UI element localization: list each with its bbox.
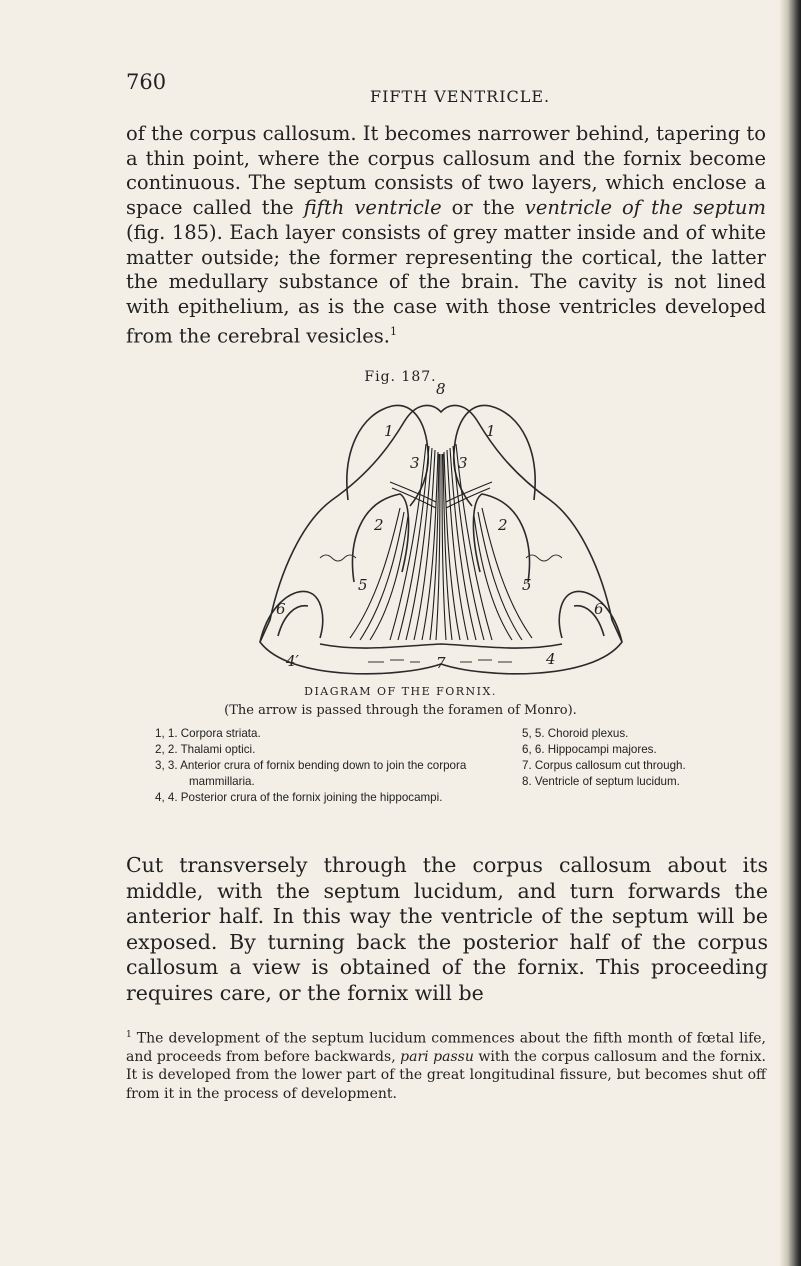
thalamus-right: [473, 494, 529, 582]
corpus-callosum-cut: [320, 644, 562, 648]
page-number: 760: [126, 70, 167, 94]
legend-right: [522, 726, 772, 790]
legend-left: [155, 726, 485, 806]
legend-item: 5, 5. Choroid plexus.: [522, 727, 629, 740]
footnote-text-2: with the corpus callosum and the fornix. It is developed from the lower part of the great longitudinal fissure, but becomes shut off from it in the process of development.: [126, 1049, 766, 1102]
legend-item: 1, 1. Corpora striata.: [155, 727, 261, 740]
choroid-plexus-right: [526, 555, 562, 561]
hippocampus-left: [260, 591, 323, 642]
legend-item: 3, 3. Anterior crura of fornix bending down to join the corpora mammillaria.: [155, 759, 467, 788]
figure-label: Fig. 187.: [364, 369, 437, 385]
hippocampus-right: [559, 591, 622, 642]
fornix-fibres: [350, 444, 532, 640]
label-5-left: 5: [358, 576, 368, 594]
footnote-text-1: The development of the septum lucidum commences about the fifth month of fœtal life, and proceeds from before backwards,: [126, 1030, 766, 1066]
footnote-reference: 1: [390, 324, 397, 338]
label-2-right: 2: [498, 516, 508, 534]
label-4-prime: 4′: [286, 652, 299, 670]
running-head: FIFTH VENTRICLE.: [370, 87, 551, 106]
para1-text-3: (fig. 185). Each layer consists of grey matter inside and of white matter outside; the former representing the cortical, the latter the medullary substance of the brain. The cavity is not lined with epithelium, as is the case with those ventricles developed from the cerebral vesicles.: [126, 220, 766, 348]
thalamus-left: [353, 494, 409, 582]
label-7: 7: [436, 654, 446, 672]
paragraph-2: Cut transversely through the corpus callosum about its middle, with the septum lucidum, and turn forwards the anterior half. In this way the ventricle of the septum will be exposed. By turning back the posterior half of the corpus callosum a view is obtained of the fornix. This proceeding requires care, or the fornix will be: [126, 853, 768, 1005]
figure-caption-title: DIAGRAM OF THE FORNIX.: [304, 685, 497, 698]
legend-item: 4, 4. Posterior crura of the fornix joining the hippocampi.: [155, 791, 443, 804]
para1-italic-ventricle-of-septum: ventricle of the septum: [524, 196, 766, 220]
label-3-left: 3: [410, 454, 420, 472]
label-8: 8: [436, 382, 446, 398]
label-2-left: 2: [374, 516, 384, 534]
legend-item: 6, 6. Hippocampi majores.: [522, 743, 657, 756]
legend-item: 2, 2. Thalami optici.: [155, 743, 256, 756]
fornix-diagram: [250, 382, 632, 682]
page-edge-shadow: [779, 0, 801, 1266]
footnote: [126, 1026, 766, 1103]
label-1-left: 1: [384, 422, 394, 440]
para1-italic-fifth-ventricle: fifth ventricle: [303, 196, 442, 220]
choroid-plexus-left: [320, 555, 356, 561]
label-1-right: 1: [486, 422, 496, 440]
label-6-left: 6: [276, 600, 286, 618]
legend-item: 8. Ventricle of septum lucidum.: [522, 775, 680, 788]
outer-outline: [260, 405, 622, 673]
label-4: 4: [546, 650, 556, 668]
para1-text-1: of the corpus callosum. It becomes narrower behind, tapering to a thin point, where the corpus callosum and the fornix become continuous. The septum consists of two layers, which enclose a space called the: [126, 122, 766, 220]
paragraph-1: [126, 122, 766, 349]
figure-caption-subtitle: (The arrow is passed through the foramen of Monro).: [224, 703, 577, 718]
label-5-right: 5: [522, 576, 532, 594]
footnote-mark: 1: [126, 1030, 132, 1040]
label-3-right: 3: [458, 454, 468, 472]
legend-item: 7. Corpus callosum cut through.: [522, 759, 686, 772]
footnote-italic: pari passu: [400, 1049, 474, 1066]
para1-text-2: or the: [441, 196, 525, 220]
label-6-right: 6: [594, 600, 604, 618]
